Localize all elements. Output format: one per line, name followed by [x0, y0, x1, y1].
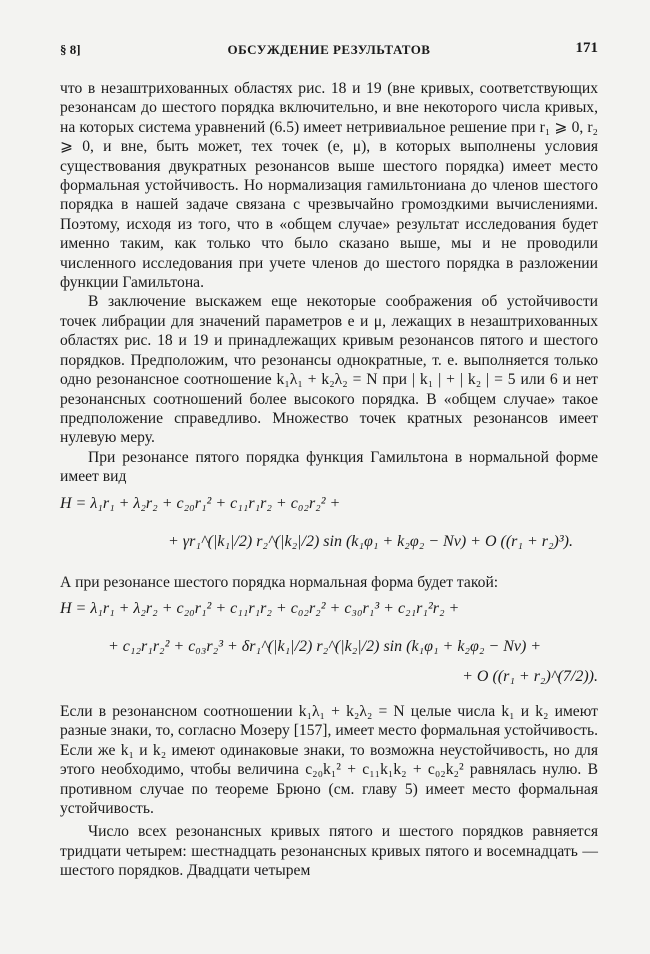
paragraph-2: В заключение выскажем еще некоторые соображения об устойчивости точек либрации для значений параметров e и μ, лежащих в незаштрихованных областях рис. 18 и 19 и принадлежащих кривым резонансов пятого и шестого порядков. Предположим, что резонансы однократные, т. е. выполняется только одно резонансное соотношение k₁λ₁ + k₂λ₂ = N при | k₁ | + | k₂ | = 5 или 6 и нет резонансных соотношений более высокого порядка. В «общем случае» такое предположение справедливо. Множество точек кратных резонансов имеет нулевую меру.: [60, 293, 598, 447]
formula-resonance-5: [60, 487, 598, 573]
formula-2-line-3: + O ((r₁ + r₂)^(7/2)).: [462, 667, 598, 685]
paragraph-5: Если в резонансном соотношении k₁λ₁ + k₂λ₂ = N целые числа k₁ и k₂ имеют разные знаки, то, согласно Мозеру [157], имеет место формальная устойчивость. Если же k₁ и k₂ имеют одинаковые знаки, то возможна неустойчивость, но для этого необходимо, чтобы величина c₂₀k₁² + c₁₁k₁k₂ + c₀₂k₂² равнялась нулю. В противном случае по теореме Брюно (см. главу 5) имеет место формальная устойчивость.: [60, 702, 598, 817]
formula-2-line-1: H = λ₁r₁ + λ₂r₂ + c₂₀r₁² + c₁₁r₁r₂ + c₀₂r₂² + c₃₀r₁³ + c₂₁r₁²r₂ +: [60, 599, 460, 617]
formula-1-line-1: H = λ₁r₁ + λ₂r₂ + c₂₀r₁² + c₁₁r₁r₂ + c₀₂r₂² +: [60, 494, 341, 512]
running-title: ОБСУЖДЕНИЕ РЕЗУЛЬТАТОВ: [227, 42, 431, 57]
paragraph-1: что в незаштрихованных областях рис. 18 и 19 (вне кривых, соответствующих резонансам до шестого порядка включительно, и вне некоторого числа кривых, на которых система уравнений (6.5) имеет нетривиальное решение при r₁ ⩾ 0, r₂ ⩾ 0, и вне, быть может, тех точек (e, μ), в которых выполнены условия существования двукратных резонансов выше шестого порядка) имеет место формальная устойчивость. Но нормализация гамильтониана до членов шестого порядка в нашей задаче связана с чрезвычайно громоздкими вычислениями. Поэтому, исходя из того, что в «общем случае» результат исследования будет именно таким, как только что было сказано выше, мы и не проводили численного исследования при учете членов до шестого порядка в разложении функции Гамильтона.: [60, 80, 598, 292]
formula-2-line-2: + c₁₂r₁r₂² + c₀₃r₂³ + δr₁^(|k₁|/2) r₂^(|k₂|/2) sin (k₁φ₁ + k₂φ₂ − Nν) +: [108, 637, 542, 655]
paragraph-6: Число всех резонансных кривых пятого и шестого порядков равняется тридцати четырем: шестнадцать резонансных кривых пятого и восемнадцать — шестого порядков. Двадцати четырем: [60, 823, 598, 880]
formula-1-line-2: + γr₁^(|k₁|/2) r₂^(|k₂|/2) sin (k₁φ₁ + k₂φ₂ − Nν) + O ((r₁ + r₂)³).: [168, 532, 573, 550]
paragraph-3: При резонансе пятого порядка функция Гамильтона в нормальной форме имеет вид: [60, 448, 598, 486]
page-number: 171: [575, 40, 598, 56]
formula-resonance-6: [60, 592, 598, 702]
paragraph-4: А при резонансе шестого порядка нормальная форма будет такой:: [60, 573, 499, 591]
section-marker: § 8]: [60, 42, 81, 57]
page-body: [60, 79, 598, 881]
running-header: [60, 40, 598, 62]
